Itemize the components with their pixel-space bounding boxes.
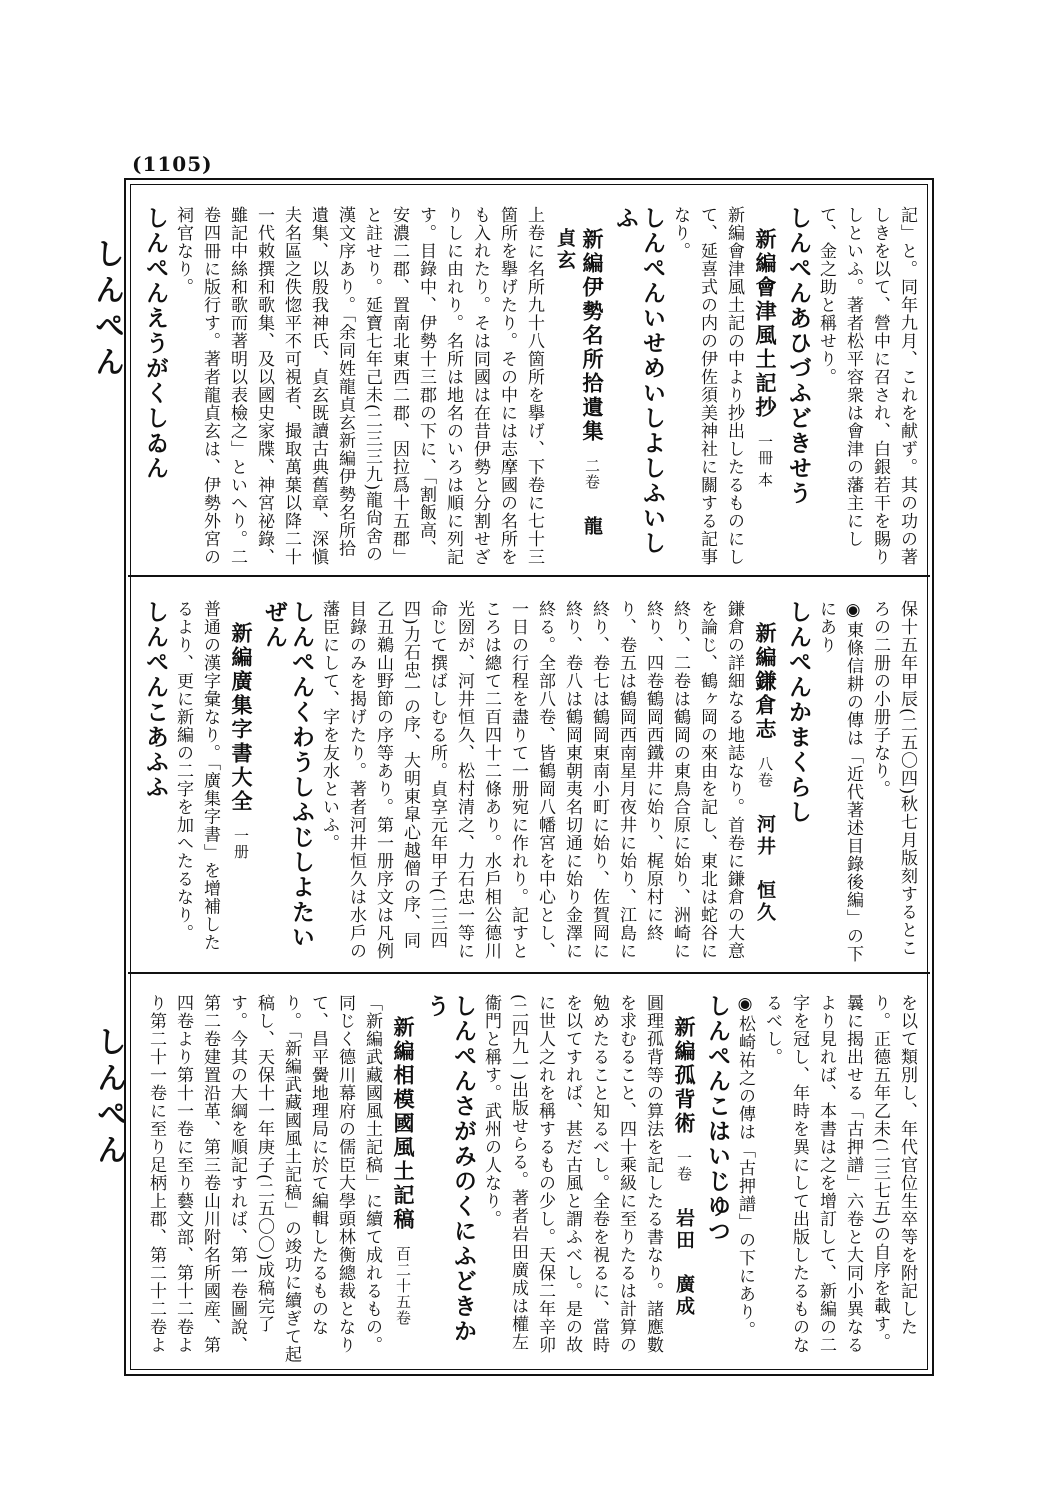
entry-title-line — [751, 206, 779, 570]
tier-divider-1 — [128, 575, 930, 577]
tier-middle — [140, 600, 920, 966]
entry-body-text: を以て類別し、年代官位生卒等を附記したり。正德五年乙未(二三七五)の自序を載す。曩に揭出せる「古押譜」六卷と大同小異なるより見れば、本書は之を增訂して、新編の二字を冠し、年時を異にして出版したるものなるべし。 — [762, 994, 917, 1354]
entry-reading-heading: しんぺんこあふふ — [142, 600, 169, 800]
entry-title-line — [670, 994, 698, 1368]
entry-reading-heading: しんぺんかまくらし — [785, 600, 812, 825]
entry-reading-heading: しんぺんくわうしふじしよたいぜん — [261, 600, 315, 950]
entry-volume-count: 一冊 本 — [756, 434, 774, 488]
entry-volume-count: 百二十五卷 — [394, 1246, 412, 1326]
entry-title-line — [227, 600, 255, 966]
page-number: (1105) — [132, 152, 213, 176]
entry-title-line — [551, 206, 606, 570]
running-head-bottom: しんぺん — [91, 1026, 126, 1170]
entry-title: 新編廣集字書大全 — [229, 622, 254, 814]
entry-title: 新編鎌倉志 — [753, 622, 778, 742]
entry-body-text: ◉松崎祐之の傳は「古押譜」の下にあり。 — [735, 994, 755, 1339]
entry-volume-count: 一册 — [232, 828, 250, 860]
entry-body-text: 「新編武藏國風土記稿」に續て成れるもの。同じく德川幕府の儒臣大學頭林衡總裁となりて、昌平黌地理局に於て編輯したるものなり。「新編武藏國風土記稿」の竣功に續ぎて起稿し、天保十一年庚子(二五〇〇)成稿完了す。今其の大綱を順記すれば、第一卷圖說、第二卷建置沿革、第三卷山川附名所國産、第四卷より第十一卷に至り藝文部、第十二卷より第二十一卷に至り足柄上郡、第二十二卷よ — [146, 994, 382, 1364]
entry-body-text: 圓理孤背等の算法を記したる書なり。諸應數を求むること、四十乘級に至りたるは計算の勉めたること知るべし。全卷を視るに、當時を以てすれば、甚だ古風と謂ふべし。是の故に世人之れを稱するもの少し。天保二年辛卯(二四九一)出版せらる。著者岩田廣成は權左衞門と稱す。武州の人なり。 — [481, 994, 663, 1354]
entry-reading-heading: しんぺんあひづふどきせう — [785, 206, 812, 506]
entry-volume-count: 八卷 — [756, 756, 774, 788]
entry-title-line — [389, 994, 417, 1368]
entry-title: 新編會津風土記抄 — [753, 228, 778, 420]
entry-title: 新編相模國風土記稿 — [391, 1016, 416, 1232]
tier-top — [140, 206, 920, 570]
entry-author: 岩田 廣成 — [673, 1208, 695, 1318]
entry-body-text: 上卷に名所九十八箇所を擧げ、下卷に七十三箇所を擧げたり。その中には志摩國の名所をも入れたり。そは同國は在昔伊勢と分割せざりしに由れり。名所は地名のいろは順に列記す。目錄中、伊勢十三郡の下に、「割飯高、安濃二郡、置南北東西二郡、因拉爲十五郡」と註せり。延寶七年己未(二三三九)龍尙舍の漢文序あり。「余同姓龍貞玄新編伊勢名所拾遺集、以殷我神氏、貞玄既讀古典舊章、深愼夫名區之佚惚平不可視者、撮取萬葉以降二十一代敕撰和歌集、及以國史家牒、神宮祕錄、雖記中絲和歌而著明以表檢之」といへり。二卷四冊に版行す。著者龍貞玄は、伊勢外宮の祠官なり。 — [173, 206, 544, 566]
entry-title: 新編孤背術 — [672, 1016, 697, 1136]
entry-title-line — [751, 600, 779, 966]
entry-reading-heading: しんぺんさがみのくにふどきかう — [423, 994, 477, 1344]
entry-body-text: 新編會津風土記の中より抄出したるものにして、延喜式の内の伊佐須美神社に關する記事なり。 — [670, 206, 744, 566]
running-head-top: しんぺん — [89, 238, 124, 382]
entry-volume-count: 一卷 — [675, 1150, 693, 1182]
tier-divider-2 — [128, 972, 930, 974]
entry-author: 龍 貞玄 — [554, 228, 603, 560]
entry-body-text: 普通の漢字彙なり。「廣集字書」を增補したるより、更に新編の二字を加へたるなり。 — [173, 600, 220, 952]
entry-reading-heading: しんぺんこはいじゆつ — [704, 994, 731, 1244]
entry-volume-count: 二卷 — [583, 458, 601, 490]
entry-reading-heading: しんぺんえうがくしゐん — [142, 206, 169, 481]
entry-body-text: 鎌倉の詳細なる地誌なり。首卷に鎌倉の大意を論じ、鶴ヶ岡の來由を記し、東北は蛇谷に終り、二卷は鶴岡の東鳥合原に始り、洲崎に終り、四卷鶴岡西鐵井に始り、梶原村に終り、卷五は鶴岡西南星月夜井に始り、江島に終り、卷七は鶴岡東南小町に始り、佐賀岡に終り、卷八は鶴岡東朝夷名切通に始り金澤に終る。全部八卷、皆鶴岡八幡宮を中心とし、一日の行程を盡りて一册宛に作れり。記すところは總て二百四十二條あり。水戶相公德川光圀が、河井恒久、松村清之、力石忠一等に命じて撰ばしむる所。貞享元年甲子(二三四四)力石忠一の序、大明東皐心越僧の序、同乙丑鵜山野節の序等あり。第一册序文は凡例目錄のみを揭げたり。著者河井恒久は水戶の藩臣にして、字を友水といふ。 — [319, 600, 744, 960]
entry-reading-heading: しんぺんいせめいしよしふいしふ — [612, 206, 666, 556]
entry-title: 新編伊勢名所拾遺集 — [580, 228, 605, 444]
entry-body-text: ◉東條信耕の傳は「近代著述目錄後編」の下にあり — [816, 600, 863, 963]
entry-author: 河井 恒久 — [754, 814, 776, 924]
entry-body-text: 保十五年甲辰(二五〇四)秋七月版刻するところの二册の小册子なり。 — [870, 600, 917, 958]
tier-bottom — [140, 994, 920, 1368]
entry-body-text: 記」と。同年九月、これを献ず。其の功の著しきを以て、營中に召され、白銀若干を賜りしといふ。著者松平容衆は會津の藩主にして、金之助と稱せり。 — [816, 206, 917, 566]
